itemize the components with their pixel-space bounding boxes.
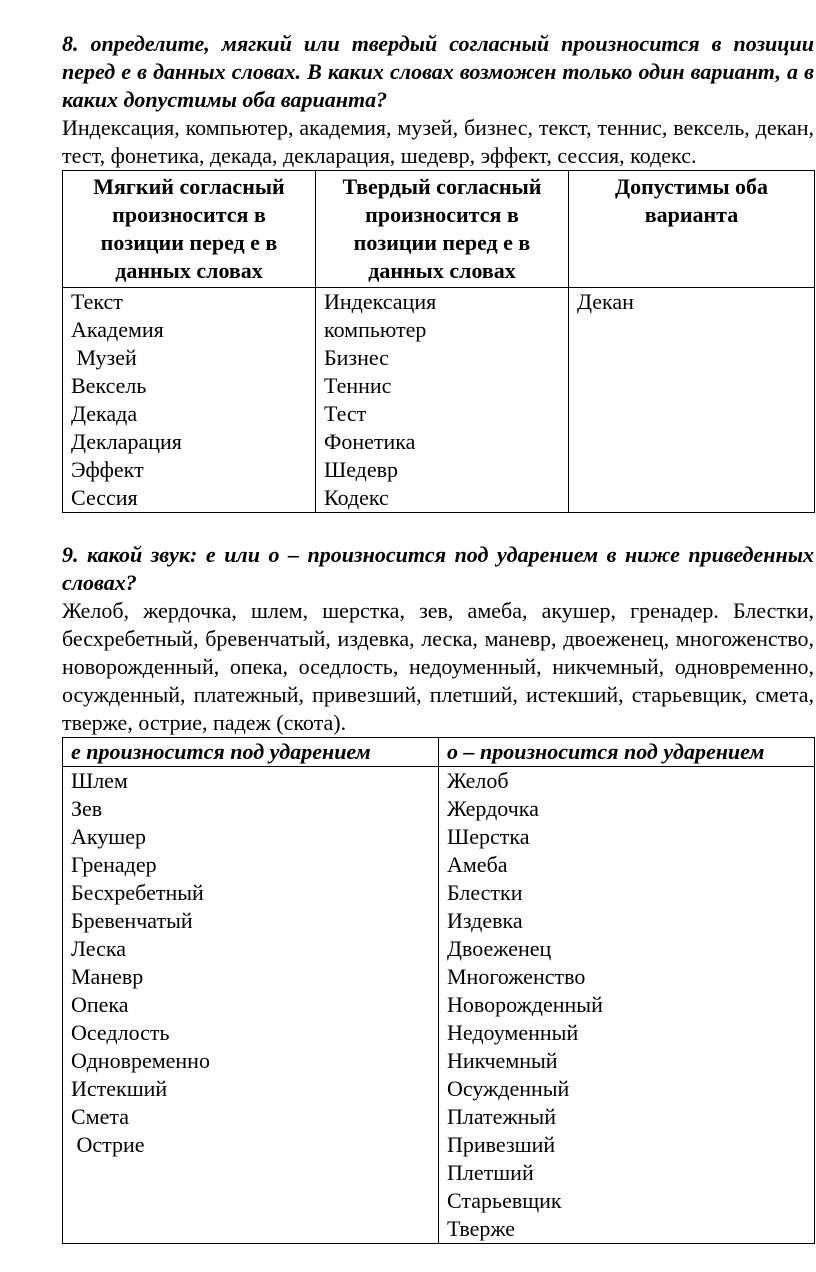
question-8-title: 8. определите, мягкий или твердый согласный произносится в позиции перед е в данных словах. В каких словах возможен только один вариант, а в каких допустимы оба варианта? bbox=[62, 31, 814, 112]
list-item: Новорожденный bbox=[447, 992, 603, 1017]
list-item: Акушер bbox=[71, 824, 146, 849]
soft-list bbox=[63, 288, 316, 513]
table-row bbox=[63, 288, 815, 513]
header-hard: Твердый согласный произносится в позиции перед е в данных словах bbox=[316, 171, 569, 288]
table-header-row bbox=[63, 171, 815, 288]
hard-list bbox=[316, 288, 569, 513]
list-item: Издевка bbox=[447, 908, 523, 933]
list-item: Музей bbox=[71, 345, 137, 370]
document-page bbox=[62, 30, 814, 1244]
list-item: Опека bbox=[71, 992, 129, 1017]
list-item: Тверже bbox=[447, 1216, 516, 1241]
question-9-title: 9. какой звук: е или о – произносится под ударением в ниже приведенных словах? bbox=[62, 542, 814, 595]
o-word-list bbox=[439, 767, 815, 1244]
e-word-list bbox=[63, 767, 439, 1244]
list-item: Бесхребетный bbox=[71, 880, 204, 905]
list-item: Эффект bbox=[71, 457, 144, 482]
question-9-text: Желоб, жердочка, шлем, шерстка, зев, амеба, акушер, гренадер. Блестки, бесхребетный, бревенчатый, издевка, леска, маневр, двоеженец, многоженство, новорожденный, опека, оседлость, недоуменный, никчемный, одновременно, осужденный, платежный, привезший, плетший, истекший, старьевщик, смета, тверже, острие, падеж (скота). bbox=[62, 598, 814, 735]
list-item: компьютер bbox=[324, 317, 427, 342]
list-item: Текст bbox=[71, 289, 123, 314]
list-item: Фонетика bbox=[324, 429, 416, 454]
spacer bbox=[62, 513, 814, 541]
list-item: Амеба bbox=[447, 852, 508, 877]
question-8-table bbox=[62, 170, 815, 513]
list-item: Никчемный bbox=[447, 1048, 558, 1073]
list-item: Теннис bbox=[324, 373, 392, 398]
list-item: Многоженство bbox=[447, 964, 586, 989]
list-item: Одновременно bbox=[71, 1048, 210, 1073]
list-item: Двоеженец bbox=[447, 936, 552, 961]
list-item: Вексель bbox=[71, 373, 147, 398]
list-item: Смета bbox=[71, 1104, 130, 1129]
list-item: Декада bbox=[71, 401, 138, 426]
list-item: Сессия bbox=[71, 485, 138, 510]
header-both: Допустимы оба варианта bbox=[569, 171, 815, 288]
list-item: Старьевщик bbox=[447, 1188, 562, 1213]
list-item: Шедевр bbox=[324, 457, 399, 482]
list-item: Декан bbox=[577, 289, 634, 314]
header-e-stressed: е произносится под ударением bbox=[63, 738, 439, 767]
header-soft: Мягкий согласный произносится в позиции перед е в данных словах bbox=[63, 171, 316, 288]
list-item: Недоуменный bbox=[447, 1020, 579, 1045]
list-item: Привезший bbox=[447, 1132, 556, 1157]
table-row bbox=[63, 767, 815, 1244]
list-item: Платежный bbox=[447, 1104, 556, 1129]
list-item: Декларация bbox=[71, 429, 182, 454]
both-list bbox=[569, 288, 815, 513]
list-item: Шерстка bbox=[447, 824, 530, 849]
list-item: Леска bbox=[71, 936, 126, 961]
question-8-text: Индексация, компьютер, академия, музей, бизнес, текст, теннис, вексель, декан, тест, фонетика, декада, декларация, шедевр, эффект, сессия, кодекс. bbox=[62, 115, 814, 168]
list-item: Гренадер bbox=[71, 852, 157, 877]
list-item: Индексация bbox=[324, 289, 437, 314]
list-item: Тест bbox=[324, 401, 367, 426]
list-item: Жердочка bbox=[447, 796, 539, 821]
list-item: Оседлость bbox=[71, 1020, 170, 1045]
list-item: Острие bbox=[71, 1132, 145, 1157]
list-item: Академия bbox=[71, 317, 164, 342]
list-item: Желоб bbox=[447, 768, 509, 793]
list-item: Бревенчатый bbox=[71, 908, 193, 933]
list-item: Шлем bbox=[71, 768, 128, 793]
list-item: Осужденный bbox=[447, 1076, 570, 1101]
table-header-row bbox=[63, 738, 815, 767]
list-item: Кодекс bbox=[324, 485, 389, 510]
list-item: Плетший bbox=[447, 1160, 534, 1185]
list-item: Блестки bbox=[447, 880, 523, 905]
list-item: Маневр bbox=[71, 964, 144, 989]
list-item: Зев bbox=[71, 796, 103, 821]
question-9-table bbox=[62, 737, 815, 1244]
header-o-stressed: о – произносится под ударением bbox=[439, 738, 815, 767]
list-item: Бизнес bbox=[324, 345, 389, 370]
list-item: Истекший bbox=[71, 1076, 168, 1101]
